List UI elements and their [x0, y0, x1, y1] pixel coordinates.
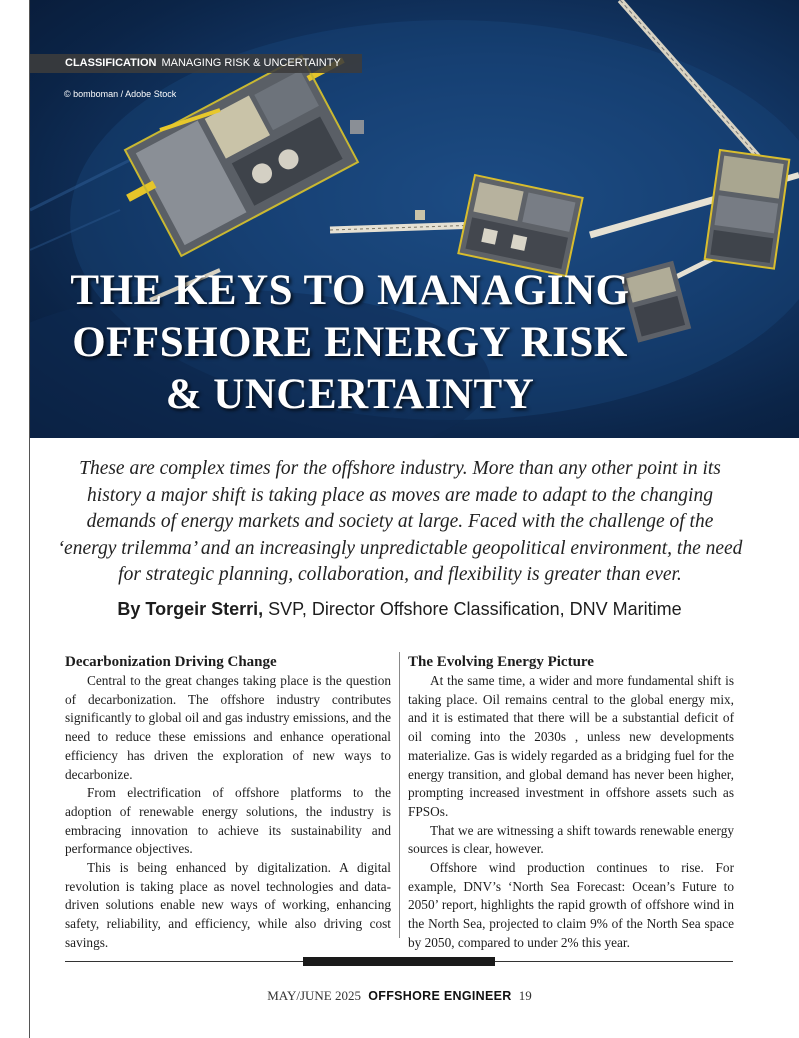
section-banner — [30, 54, 362, 73]
right-column — [408, 652, 734, 953]
title-line-3: & UNCERTAINTY — [165, 371, 535, 418]
title-line-2: OFFSHORE ENERGY RISK — [72, 319, 628, 366]
right-paragraph-1: At the same time, a wider and more fundamental shift is taking place. Oil remains central to the global energy mix, and it is estimated that there will be a substantial deficit of oil coming into the 2030s , unless new developments materialize. Gas is widely regarded as a bridging fuel for the energy transition, and global demand has never been higher, prompting increased investment in offshore assets such as FPSOs. — [408, 673, 734, 819]
right-paragraph-2: That we are witnessing a shift towards renewable energy sources is clear, however. — [408, 822, 734, 857]
section-topic: MANAGING RISK & UNCERTAINTY — [161, 57, 341, 69]
byline-role: SVP, Director Offshore Classification, DNV Maritime — [268, 599, 682, 619]
left-column — [65, 652, 391, 953]
section-label: CLASSIFICATION — [65, 57, 157, 69]
photo-credit: © bomboman / Adobe Stock — [64, 89, 177, 99]
left-paragraph-2: From electrification of offshore platforms to the adoption of renewable energy solutions, the industry is embracing innovation to achieve its sustainability and performance objectives. — [65, 785, 391, 857]
issue-date: MAY/JUNE 2025 — [267, 988, 361, 1003]
magazine-name: OFFSHORE ENGINEER — [368, 989, 512, 1003]
article-deck: These are complex times for the offshore industry. More than any other point in its history a major shift is taking place as moves are made to adapt to the changing demands of energy markets and society at large. Faced with the challenge of the ‘energy trilemma’ and an increasingly unpredictable geopolitical environment, the need for strategic planning, collaboration, and flexibility is greater than ever. — [57, 458, 743, 585]
left-column-heading: Decarbonization Driving Change — [65, 654, 277, 670]
left-paragraph-3: This is being enhanced by digitalization. A digital revolution is taking place as novel technologies and data-driven solutions enable new ways of working, enhancing safety, reliability, and efficiency, while also driving cost savings. — [65, 860, 391, 950]
page-number: 19 — [518, 988, 532, 1003]
byline-author: Torgeir Sterri, — [145, 599, 264, 619]
page-title — [30, 265, 670, 421]
right-column-heading: The Evolving Energy Picture — [408, 654, 594, 670]
page-footer — [0, 988, 799, 1004]
title-line-1: THE KEYS TO MANAGING — [70, 267, 630, 314]
right-paragraph-3: Offshore wind production continues to rise. For example, DNV’s ‘North Sea Forecast: Ocean’s Future to 2050’ report, highlights the rapid growth of offshore wind in the North Sea, projected to claim 9% of the North Sea space by 2050, compared to under 2% this year. — [408, 860, 734, 950]
byline-prefix: By — [117, 599, 141, 619]
byline — [0, 599, 799, 620]
column-divider — [399, 652, 400, 938]
footer-rule-accent — [303, 957, 495, 966]
left-paragraph-1: Central to the great changes taking place is the question of decarbonization. The offshore industry contributes significantly to global oil and gas industry emissions, and the need to reduce these emissions and enhance operational efficiency has driven the exploration of new ways to decarbonize. — [65, 673, 391, 782]
